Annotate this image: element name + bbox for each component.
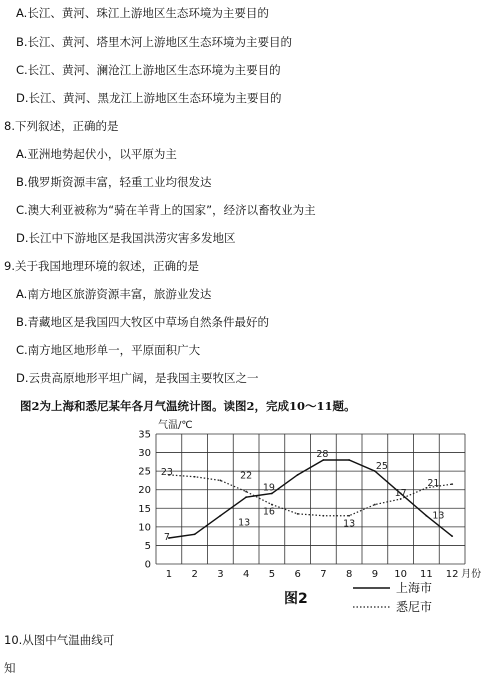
series-point	[245, 491, 247, 493]
data-label: 19	[262, 482, 275, 494]
data-label: 13	[343, 518, 356, 530]
temperature-chart	[120, 418, 490, 618]
legend	[353, 580, 432, 614]
chart-axes	[138, 430, 481, 581]
data-label: 7	[163, 532, 170, 543]
series-point	[219, 515, 221, 517]
series-point	[451, 483, 453, 485]
x-tick-label: 1	[165, 569, 173, 580]
q9-stem: 9.关于我国地理环境的叙述，正确的是	[4, 259, 199, 273]
data-label: 17	[394, 488, 407, 499]
series-point	[245, 496, 247, 498]
q8-option-c: C.澳大利亚被称为“骑在羊背上的国家”，经济以畜牧业为主	[16, 203, 316, 217]
figure-label: 图2	[284, 591, 308, 607]
q9-option-d: D.云贵高原地形平坦广阔，是我国主要牧区之一	[16, 371, 259, 385]
y-tick-label: 0	[144, 559, 151, 571]
q7-option-a: A.长江、黄河、珠江上游地区生态环境为主要目的	[16, 6, 269, 20]
x-tick-label: 2	[191, 569, 198, 580]
q8-option-b: B.俄罗斯资源丰富，轻重工业均很发达	[16, 175, 212, 189]
q8-stem: 8.下列叙述，正确的是	[4, 119, 119, 133]
series-point	[425, 515, 427, 517]
figure-caption: 图2为上海和悉尼某年各月气温统计图。读图2，完成10～11题。	[20, 399, 356, 413]
x-tick-label: 9	[371, 569, 379, 580]
series-point	[297, 474, 299, 476]
x-axis-unit: 月份	[461, 569, 482, 580]
data-label: 13	[238, 517, 251, 529]
x-tick-label: 11	[420, 569, 433, 580]
q10-stem-line1: 10.从图中气温曲线可	[4, 633, 115, 647]
series-point	[219, 480, 221, 482]
legend-label-sydney: 悉尼市	[396, 600, 433, 614]
x-tick-label: 8	[345, 569, 353, 580]
q9-option-c: C.南方地区地形单一，平原面积广大	[16, 343, 201, 357]
x-tick-label: 3	[217, 569, 224, 580]
y-tick-label: 15	[138, 503, 151, 515]
series-point	[297, 513, 299, 515]
data-label: 25	[375, 461, 388, 473]
q7-option-d: D.长江、黄河、黑龙江上游地区生态环境为主要目的	[16, 91, 282, 105]
q9-option-a: A.南方地区旅游资源丰富，旅游业发达	[16, 287, 212, 301]
data-label: 23	[160, 466, 173, 478]
chart-grid	[156, 434, 465, 564]
series-point	[374, 504, 376, 506]
data-label: 21	[427, 477, 440, 489]
series-point	[271, 504, 273, 506]
series-point	[322, 515, 324, 517]
x-tick-label: 6	[294, 569, 301, 580]
x-tick-label: 10	[394, 569, 407, 580]
y-axis-label: 气温/℃	[158, 420, 193, 431]
x-tick-label: 12	[445, 569, 459, 580]
series-point	[194, 476, 196, 478]
q7-option-b: B.长江、黄河、塔里木河上游地区生态环境为主要目的	[16, 35, 293, 49]
series-point	[348, 459, 350, 461]
y-tick-label: 10	[138, 522, 151, 534]
q8-option-a: A.亚洲地势起伏小，以平原为主	[16, 147, 177, 161]
data-label: 13	[432, 510, 445, 522]
y-tick-label: 30	[138, 448, 151, 460]
q7-option-c: C.长江、黄河、澜沧江上游地区生态环境为主要目的	[16, 63, 281, 77]
data-label: 22	[240, 470, 253, 482]
legend-label-shanghai: 上海市	[396, 581, 433, 595]
x-tick-label: 7	[320, 569, 327, 580]
q10-stem-line2: 知	[4, 661, 16, 675]
data-label: 16	[262, 506, 275, 518]
y-tick-label: 25	[138, 466, 151, 478]
y-tick-label: 5	[144, 540, 151, 552]
q8-option-d: D.长江中下游地区是我国洪涝灾害多发地区	[16, 231, 236, 245]
y-tick-label: 35	[138, 429, 151, 441]
q9-option-b: B.青藏地区是我国四大牧区中草场自然条件最好的	[16, 315, 270, 329]
series-point	[194, 533, 196, 535]
series-point	[348, 515, 350, 517]
data-label: 28	[316, 449, 329, 460]
x-tick-label: 4	[242, 569, 250, 580]
series-point	[451, 535, 453, 537]
y-tick-label: 20	[138, 485, 151, 497]
x-tick-label: 5	[268, 569, 276, 580]
chart-data-labels	[161, 449, 445, 543]
